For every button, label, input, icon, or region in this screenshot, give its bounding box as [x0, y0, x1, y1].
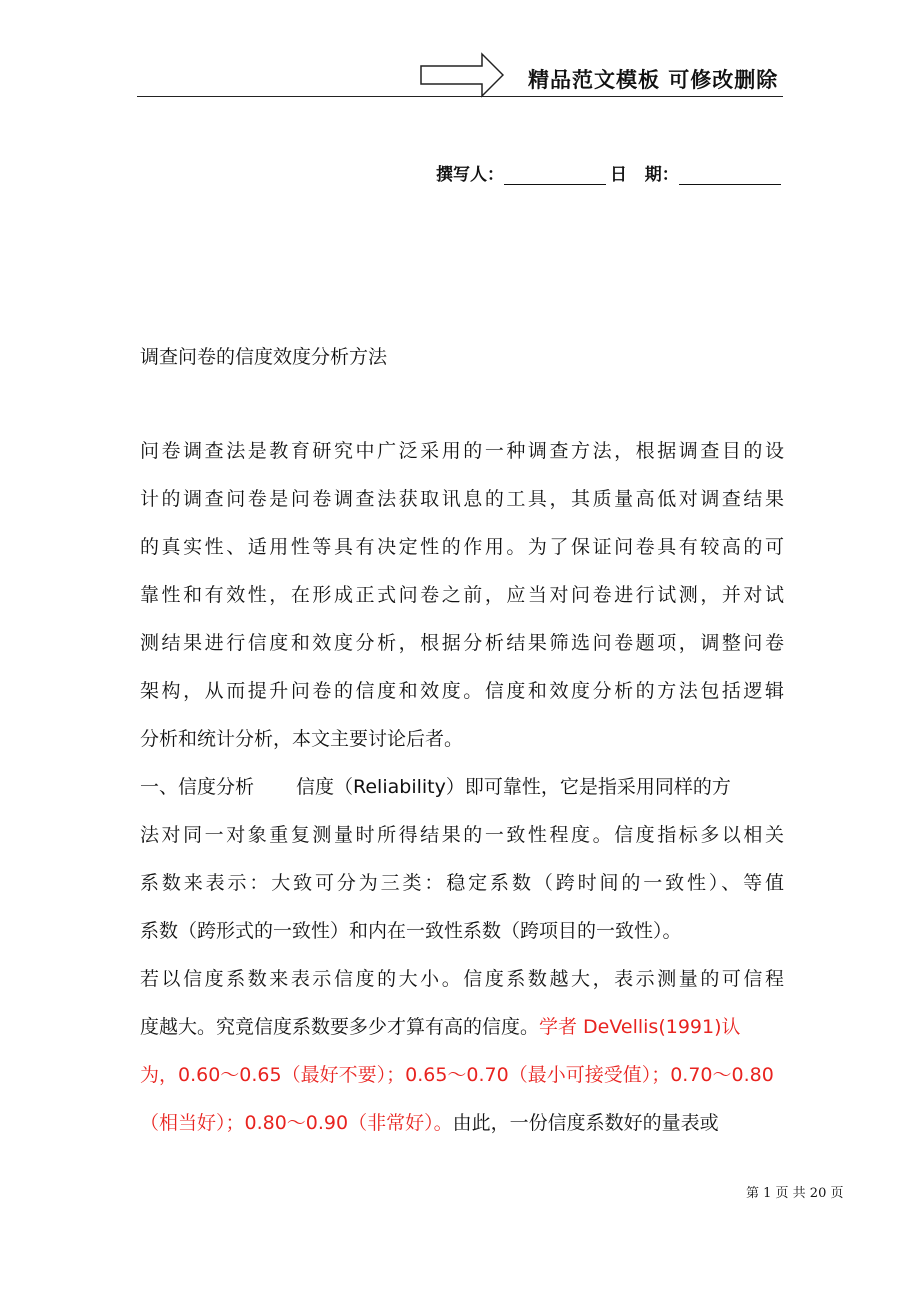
section-line	[140, 763, 784, 811]
section-text: 信度（Reliability）即可靠性，它是指采用同样的方	[296, 776, 731, 798]
body-line: 分析和统计分析，本文主要讨论后者。	[140, 728, 464, 750]
body-line: 若以信度系数来表示信度的大小。信度系数越大，表示测量的可信程	[140, 968, 784, 990]
body-line: 法对同一对象重复测量时所得结果的一致性程度。信度指标多以相关	[140, 824, 784, 846]
body-line: 系数来表示：大致可分为三类：稳定系数（跨时间的一致性）、等值	[140, 872, 784, 894]
body-line: 的真实性、适用性等具有决定性的作用。为了保证问卷具有较高的可	[140, 536, 784, 558]
body-line: 问卷调查法是教育研究中广泛采用的一种调查方法，根据调查目的设	[140, 440, 784, 462]
author-label: 撰写人：	[436, 165, 504, 185]
highlight-text: （相当好）；0.80～0.90（非常好）。	[140, 1112, 453, 1134]
body-line: 系数（跨形式的一致性）和内在一致性系数（跨项目的一致性）。	[140, 920, 682, 942]
highlight-text: 学者 DeVellis(1991)认	[539, 1016, 741, 1038]
date-label: 日 期：	[610, 165, 679, 185]
right-arrow-outline-icon	[420, 52, 504, 98]
body-line-mixed	[140, 1099, 784, 1147]
body-line: 测结果进行信度和效度分析，根据分析结果筛选问卷题项，调整问卷	[140, 632, 784, 654]
document-body	[140, 427, 784, 1147]
signature-row	[436, 160, 781, 185]
section-heading: 一、信度分析	[140, 776, 255, 798]
document-title: 调查问卷的信度效度分析方法	[140, 346, 388, 368]
body-line: 靠性和有效性，在形成正式问卷之前，应当对问卷进行试测，并对试	[140, 584, 784, 606]
body-text-black: 度越大。究竟信度系数要多少才算有高的信度。	[140, 1016, 540, 1038]
header-title: 精品范文模板 可修改删除	[528, 68, 779, 92]
date-field[interactable]	[679, 166, 781, 185]
body-line: 计的调查问卷是问卷调查法获取讯息的工具，其质量高低对调查结果	[140, 488, 784, 510]
author-field[interactable]	[504, 166, 606, 185]
body-line: 架构，从而提升问卷的信度和效度。信度和效度分析的方法包括逻辑	[140, 680, 784, 702]
highlight-text: 为，0.60～0.65（最好不要）；0.65～0.70（最小可接受值）；0.70～0.80	[140, 1064, 774, 1086]
page-number: 第 1 页 共 20 页	[746, 1186, 844, 1201]
body-text-black: 由此，一份信度系数好的量表或	[452, 1112, 719, 1134]
body-line-mixed	[140, 1051, 784, 1099]
body-line-mixed	[140, 1003, 784, 1051]
header-divider	[137, 96, 783, 97]
